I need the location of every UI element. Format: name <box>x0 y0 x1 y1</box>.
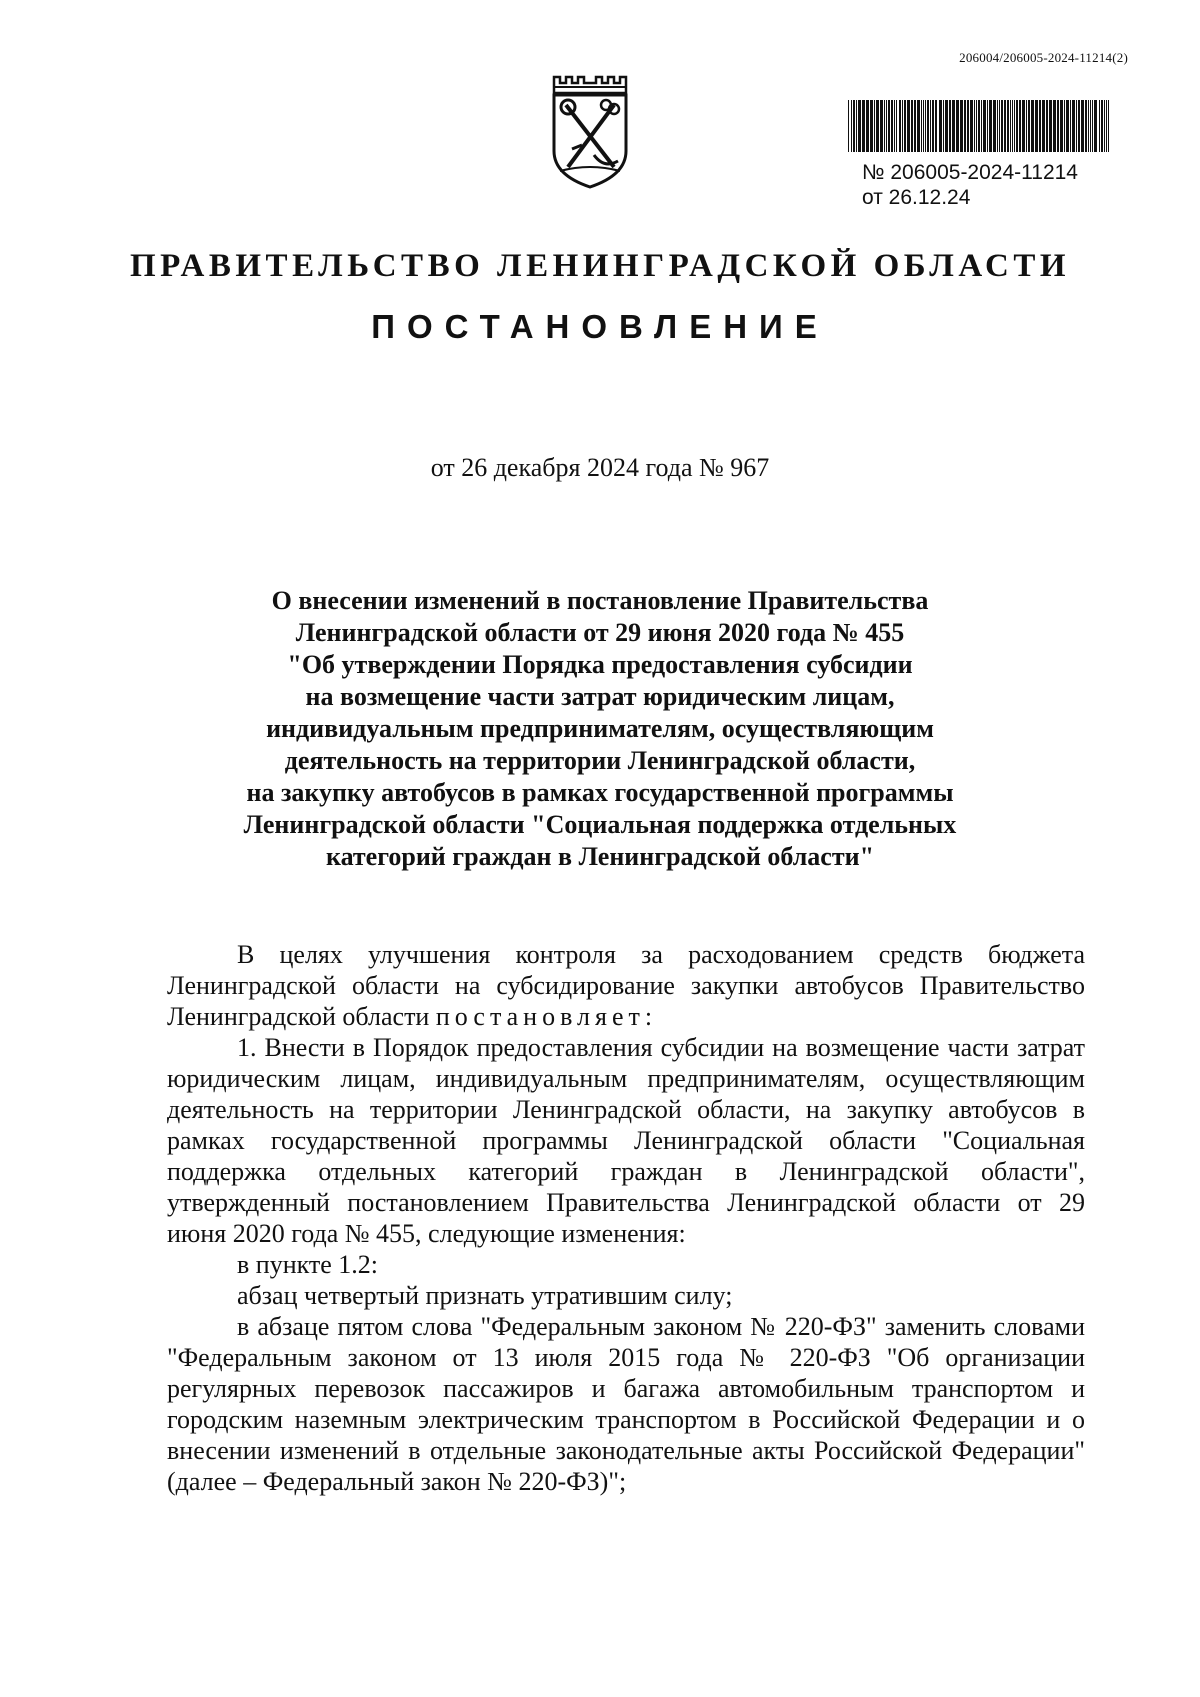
document-title-line: индивидуальным предпринимателям, осуществляющим <box>266 714 934 743</box>
barcode-bar <box>945 100 948 152</box>
barcode-bar <box>1028 100 1030 152</box>
barcode-bar <box>1076 100 1077 152</box>
government-title: ПРАВИТЕЛЬСТВО ЛЕНИНГРАДСКОЙ ОБЛАСТИ <box>129 248 1071 284</box>
intro-text: В целях улучшения контроля за расходованием средств бюджета Ленинградской области на субсидирование закупки автобусов Правительство Ленинградской области <box>167 940 1085 1031</box>
barcode-bar <box>1016 100 1018 152</box>
barcode-bar <box>853 100 855 152</box>
barcode-bar <box>952 100 955 152</box>
barcode-bar <box>891 100 893 152</box>
paragraph-four-change: абзац четвертый признать утратившим силу; <box>237 1281 733 1310</box>
barcode-bar <box>1007 100 1009 152</box>
barcode-bar <box>1060 100 1063 152</box>
barcode-bar <box>1066 100 1069 152</box>
document-title-line: Ленинградской области от 29 июня 2020 года № 455 <box>295 618 905 647</box>
barcode-bar <box>967 100 969 152</box>
barcode-bar <box>981 100 982 152</box>
barcode-bar <box>1070 100 1071 152</box>
barcode-bar <box>1031 100 1034 152</box>
barcode-bar <box>907 100 910 152</box>
document-date: от 26 декабря 2024 года № 967 <box>430 453 770 482</box>
barcode-bar <box>999 100 1000 152</box>
barcode-bar <box>1088 100 1089 152</box>
barcode-bar <box>1012 100 1013 152</box>
document-title-line: Ленинградской области "Социальная поддержка отдельных <box>243 810 957 839</box>
barcode-bar <box>911 100 913 152</box>
barcode-bar <box>848 100 849 152</box>
barcode-bar <box>1001 100 1003 152</box>
barcode-bar <box>1019 100 1021 152</box>
barcode-bar <box>1039 100 1041 152</box>
document-title-line: на закупку автобусов в рамках государственной программы <box>246 778 954 807</box>
document-title-line: О внесении изменений в постановление Правительства <box>271 586 929 615</box>
barcode-bar <box>1046 100 1048 152</box>
barcode-bar <box>904 100 906 152</box>
barcode-bar <box>932 100 934 152</box>
document-body <box>167 939 1085 1497</box>
barcode-bar <box>939 100 942 152</box>
document-title-line: категорий граждан в Ленинградской области" <box>325 842 875 871</box>
barcode-bar <box>960 100 963 152</box>
document-title <box>150 585 1050 873</box>
barcode-bar <box>976 100 977 152</box>
barcode-bar <box>894 100 895 152</box>
resolves-word: постановляет: <box>435 1002 658 1031</box>
barcode-bar <box>974 100 975 152</box>
barcode-bar <box>1010 100 1011 152</box>
barcode-bar <box>1101 100 1103 152</box>
document-title-line: на возмещение части затрат юридическим лицам, <box>305 682 895 711</box>
barcode-bar <box>921 100 922 152</box>
paragraph-five-change: в абзаце пятом слова "Федеральным законом № 220-ФЗ" заменить словами "Федеральным законом от 13 июля 2015 года № 220-ФЗ "Об организации регулярных перевозок пассажиров и багажа автомобильным транспортом и городским наземным электрическим транспортом в Российской Федерации и о внесении изменений в отдельные законодательные акты Российской Федерации" (далее – Федеральный закон № 220-ФЗ)"; <box>167 1312 1085 1496</box>
barcode-bar <box>899 100 901 152</box>
barcode-bar <box>876 100 879 152</box>
document-title-line: деятельность на территории Ленинградской области, <box>284 746 916 775</box>
barcode-bar <box>866 100 869 152</box>
registry-id: 206004/206005-2024-11214(2) <box>959 50 1128 65</box>
coat-of-arms-icon <box>548 63 632 191</box>
barcode-bar <box>987 100 988 152</box>
barcode-bar <box>956 100 959 152</box>
barcode-bar <box>1035 100 1038 152</box>
barcode-bar <box>1022 100 1025 152</box>
barcode-bar <box>862 100 865 152</box>
barcode-bar <box>925 100 926 152</box>
barcode-bar <box>874 100 875 152</box>
barcode-bar <box>927 100 929 152</box>
barcode-bar <box>914 100 916 152</box>
barcode-bar <box>886 100 887 152</box>
barcode-bar <box>1099 100 1100 152</box>
document-type: ПОСТАНОВЛЕНИЕ <box>371 308 829 345</box>
barcode-bar <box>1004 100 1006 152</box>
item-1-paragraph: 1. Внести в Порядок предоставления субсидии на возмещение части затрат юридическим лицам, индивидуальным предпринимателям, осуществляющим деятельность на территории Ленинградской области, на закупку автобусов в рамках государственной программы Ленинградской области "Социальная поддержка отдельных категорий граждан в Ленинградской области", утвержденный постановлением Правительства Ленинградской области от 29 июня 2020 года № 455, следующие изменения: <box>167 1033 1085 1248</box>
barcode-bar <box>1053 100 1056 152</box>
barcode-bar <box>993 100 996 152</box>
barcode-bar <box>1092 100 1093 152</box>
barcode-bar <box>1081 100 1084 152</box>
barcode-bar <box>935 100 937 152</box>
barcode-bar <box>943 100 944 152</box>
barcode-bar <box>880 100 883 152</box>
barcode-bar <box>1108 100 1109 152</box>
barcode-bar <box>964 100 966 152</box>
barcode-bar <box>1104 100 1105 152</box>
barcode-bar <box>1064 100 1065 152</box>
barcode-bar <box>970 100 973 152</box>
barcode-bar <box>858 100 861 152</box>
barcode-bar <box>989 100 992 152</box>
point-reference: в пункте 1.2: <box>237 1250 379 1279</box>
barcode-bar <box>1090 100 1091 152</box>
barcode-bar <box>949 100 951 152</box>
barcode-bar <box>1014 100 1015 152</box>
registration-stamp <box>848 100 1122 210</box>
barcode-bar <box>1094 100 1097 152</box>
intro-paragraph <box>167 939 1085 1032</box>
barcode-bar <box>1106 100 1107 152</box>
barcode-icon <box>848 100 1112 152</box>
barcode-bar <box>1026 100 1027 152</box>
barcode-bar <box>888 100 890 152</box>
document-title-line: "Об утверждении Порядка предоставления субсидии <box>287 650 913 679</box>
registration-date: от 26.12.24 <box>862 186 971 209</box>
barcode-bar <box>1042 100 1045 152</box>
barcode-bar <box>983 100 986 152</box>
barcode-bar <box>1049 100 1052 152</box>
barcode-bar <box>1072 100 1075 152</box>
barcode-bar <box>851 100 852 152</box>
barcode-bar <box>997 100 998 152</box>
barcode-bar <box>1085 100 1087 152</box>
barcode-bar <box>917 100 920 152</box>
barcode-bar <box>930 100 931 152</box>
barcode-bar <box>896 100 897 152</box>
barcode-bar <box>884 100 885 152</box>
barcode-bar <box>1057 100 1059 152</box>
barcode-bar <box>1078 100 1080 152</box>
barcode-bar <box>856 100 857 152</box>
barcode-bar <box>978 100 980 152</box>
barcode-bar <box>870 100 873 152</box>
registration-number: № 206005-2024-11214 <box>862 161 1078 184</box>
barcode-bar <box>923 100 924 152</box>
barcode-bar <box>902 100 903 152</box>
